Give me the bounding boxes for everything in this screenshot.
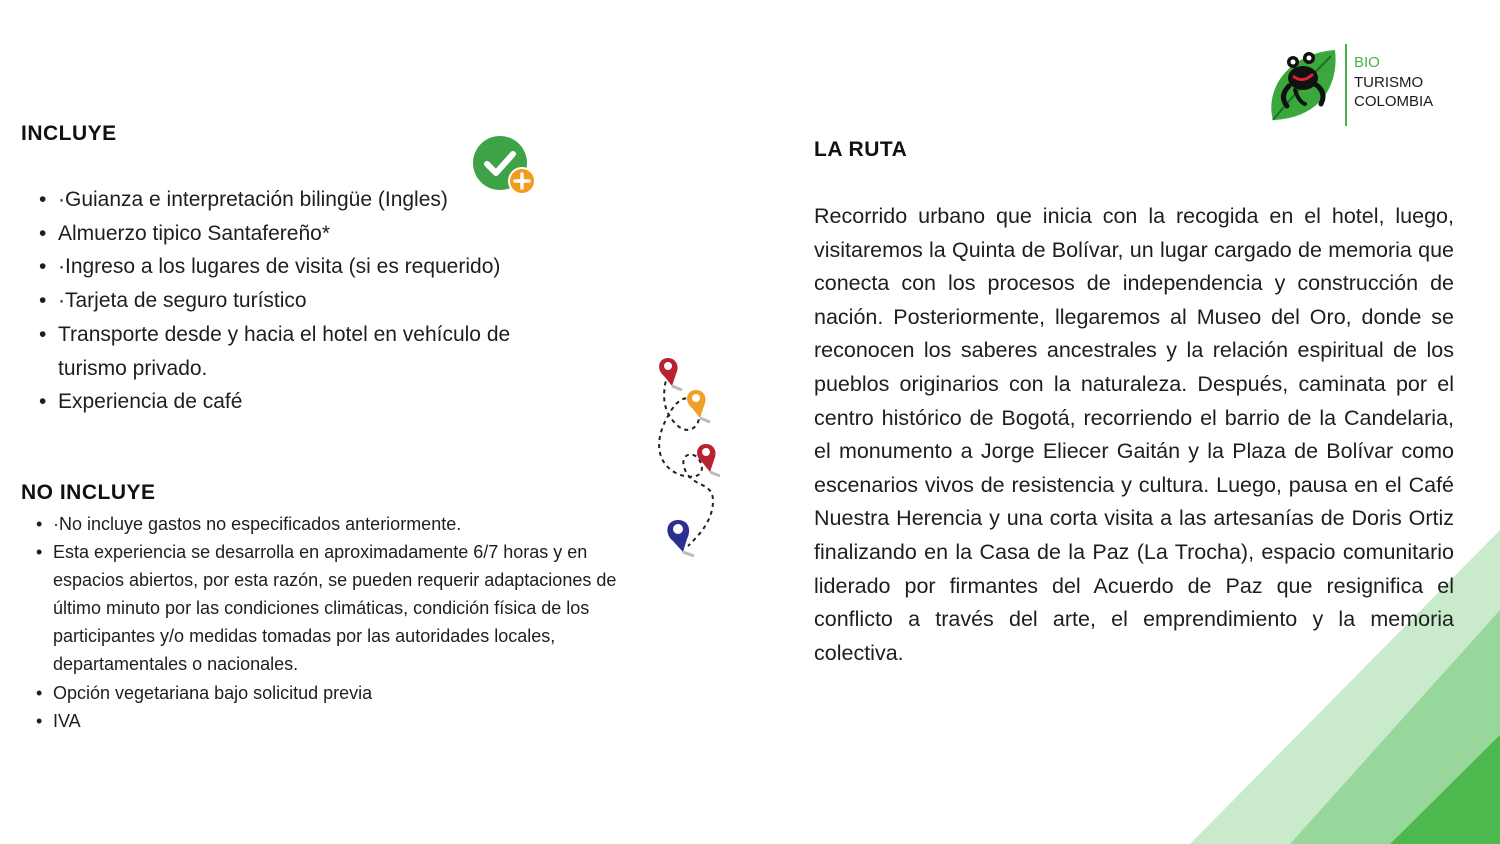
logo-divider [1345, 44, 1347, 126]
list-item: • IVA [53, 707, 663, 735]
no-incluye-list [16, 510, 663, 735]
logo-wordmark [1354, 53, 1433, 112]
la-ruta-heading: LA RUTA [814, 138, 908, 161]
list-item: • Esta experiencia se desarrolla en aproximadamente 6/7 horas y en espacios abiertos, por esta razón, se pueden requerir adaptaciones de último minuto por las condiciones climáticas, condición física de los participantes y/o medidas tomadas por las autoridades locales, departamentales o nacionales. [53, 538, 663, 678]
la-ruta-description: Recorrido urbano que inicia con la recogida en el hotel, luego, visitaremos la Quinta de Bolívar, un lugar cargado de memoria que conecta con los procesos de independencia y construcción de nación. Posteriormente, llegaremos al Museo del Oro, donde se reconocen los saberes ancestrales y la relación espiritual de los pueblos originarios con la naturaleza. Después, caminata por el centro histórico de Bogotá, recorriendo el barrio de la Candelaria, el monumento a Jorge Eliecer Gaitán y la Plaza de Bolívar como escenarios vivos de resistencia y cultura. Luego, pausa en el Café Nuestra Herencia y una corta visita a las artesanías de Doris Ortiz finalizando en la Casa de la Paz (La Trocha), espacio comunitario liderado por firmantes del Acuerdo de Paz que resignifica el conflicto a través del arte, el emprendimiento y la memoria colectiva. [814, 204, 1454, 665]
list-item: • ·Tarjeta de seguro turístico [58, 284, 528, 318]
frog-leaf-icon [1265, 42, 1345, 126]
list-item: • ·Ingreso a los lugares de visita (si es requerido) [58, 250, 528, 284]
no-incluye-heading: NO INCLUYE [21, 481, 156, 504]
incluye-heading: INCLUYE [21, 122, 117, 145]
logo-line-colombia: COLOMBIA [1354, 93, 1434, 110]
route-pins-icon [648, 340, 738, 560]
list-item: • ·Guianza e interpretación bilingüe (Ingles) [58, 183, 528, 217]
list-item: • Opción vegetariana bajo solicitud previa [53, 679, 663, 707]
incluye-list [21, 183, 528, 419]
list-item: • ·No incluye gastos no especificados anteriormente. [53, 510, 663, 538]
logo-line-turismo: TURISMO [1354, 73, 1424, 91]
logo-line-bio: BIO [1354, 54, 1380, 71]
list-item: • Experiencia de café [58, 385, 528, 419]
list-item: • Almuerzo tipico Santafereño* [58, 217, 528, 251]
list-item: • Transporte desde y hacia el hotel en vehículo de turismo privado. [58, 318, 528, 385]
